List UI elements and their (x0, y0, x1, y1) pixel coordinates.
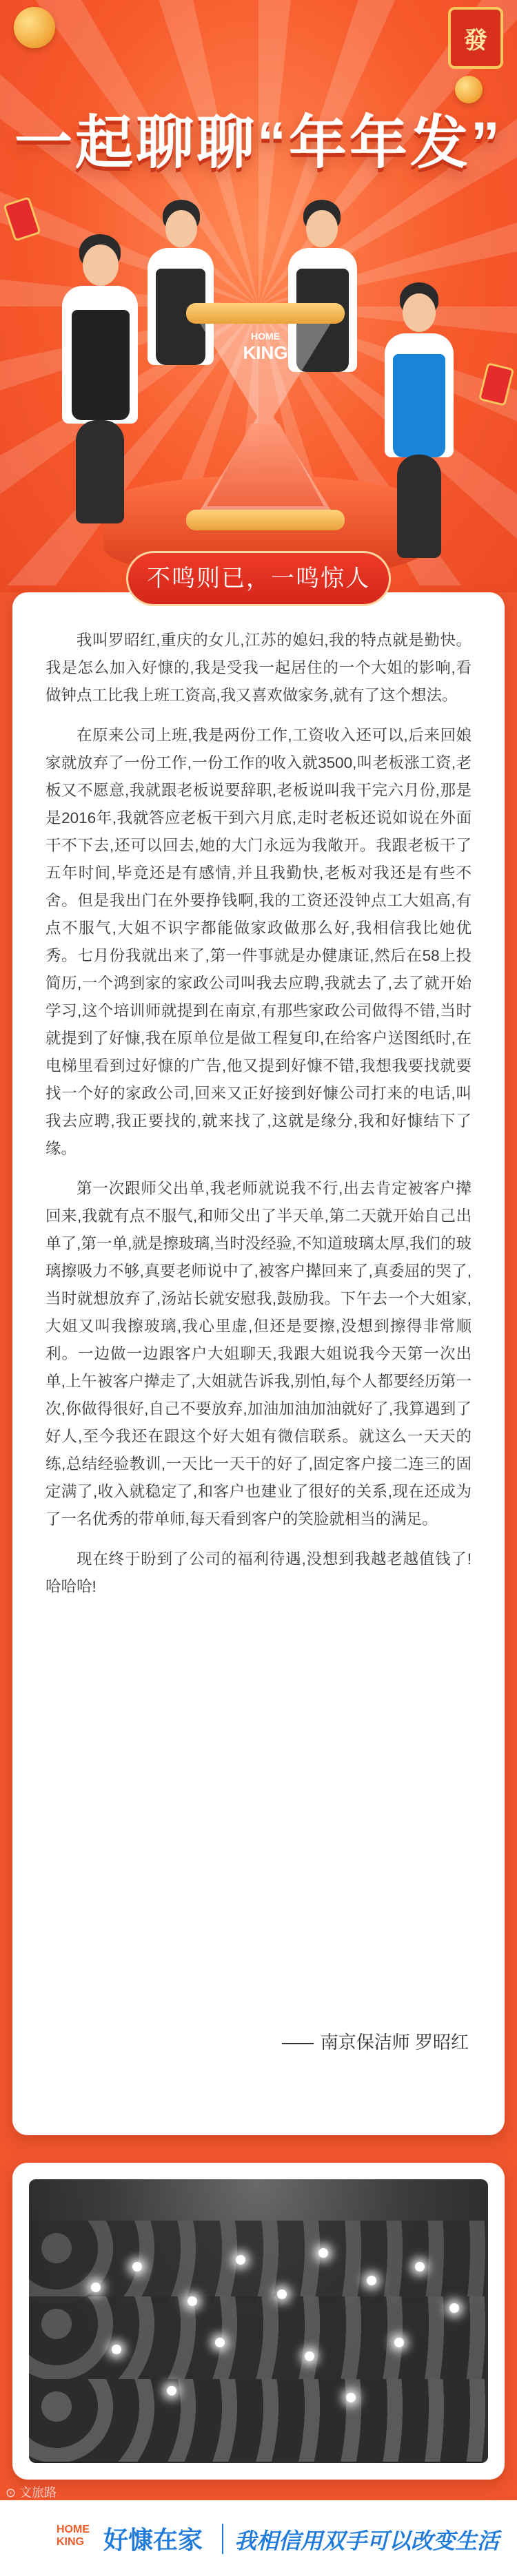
divider (222, 2524, 223, 2554)
story-paragraph: 在原来公司上班,我是两份工作,工资收入还可以,后来回娘家就放弃了一份工作,一份工作的收入就3500,叫老板涨工资,老板又不愿意,我就跟老板说要辞职,老板说叫我干完六月份,那是是2016年,我就答应老板干到六月底,走时老板还说如说在外面干不下去,还可以回去,她的大门永远为我敞开。我跟老板干了五年时间,毕竟还是有感情,并且我勤快,老板对我还是有些不舍。但是我出门在外要挣钱啊,我的工资还没钟点工大姐高,有点不服气,大姐不识字都能做家政做那么好,我相信我比她优秀。七月份我就出来了,第一件事就是办健康证,然后在58上投简历,一个鸿到家的家政公司叫我去应聘,我就去了,去了就开始学习,这个培训师就提到在南京,有那些家政公司做得不错,当时就提到了好慷,我在原单位是做工程复印,在给客户送图纸时,在电梯里看到过好慷的广告,他又提到好慷不错,我想我要找就要找一个好的家政公司,回来又正好接到好慷公司打来的电话,叫我去应聘,我正要找的,就来找了,这就是缘分,我和好慷结下了缘。 (45, 727, 472, 1157)
homeking-logo: HOME KING (243, 331, 288, 363)
story-paragraph: 第一次跟师父出单,我老师就说我不行,出去肯定被客户撵回来,我就有点不服气,和师父出了半天单,第二天就开始自己出单了,第一单,就是擦玻璃,当时没经验,不知道玻璃太厚,我们的玻璃擦吸力不够,真要老师说中了,被客户撵回来了,真委屈的哭了,当时就想放弃了,汤站长就安慰我,鼓励我。下午去一个大姐家,大姐又叫我擦玻璃,我心里虚,但还是要擦,没想到擦得非常顺利。一边做一边跟客户大姐聊天,我跟大姐说我今天第一次出单,上午被客户撵走了,大姐就告诉我,别怕,每个人都要经历第一次,你做得很好,自己不要放弃,加油加油加油就好了,我算遇到了好人,至今我还在跟这个好大姐有微信联系。就这么一天天的练,总结经验教训,一天比一天干的好了,固定客户接二连三的固定满了,收入就稳定了,和客户也建业了很好的关系,现在还成为了一名优秀的带单师,每天看到客户的笑脸就相当的满足。 (45, 1180, 472, 1528)
signature-text: 南京保洁师 罗昭红 (320, 2032, 469, 2053)
signature (282, 2028, 469, 2054)
story-paragraph: 现在终于盼到了公司的福利待遇,没想到我越老越值钱了!哈哈哈! (45, 1550, 472, 1595)
hero-title: 一起聊聊“年年发” (14, 110, 503, 175)
fa-seal-logo: 發 (448, 7, 503, 69)
brand-name: 好慷在家 (103, 2526, 203, 2554)
hero-banner (0, 0, 517, 592)
photo-card (12, 2163, 505, 2480)
cleaner-illustration (372, 269, 462, 565)
coin-icon (455, 76, 483, 103)
coin-icon (14, 7, 55, 48)
dash-line (282, 2043, 314, 2044)
homeking-logo: HOME KING (57, 2524, 90, 2548)
group-photo (29, 2179, 488, 2463)
subtitle-banner: 不鸣则已，一鸣惊人 (126, 551, 391, 606)
hourglass-illustration (186, 303, 345, 530)
watermark: ⊙ 文旅路 (6, 2486, 57, 2500)
story-paragraph: 我叫罗昭红,重庆的女儿,江苏的媳妇,我的特点就是勤快。我是怎么加入好慷的,我是受我一起居住的一个大姐的影响,看做钟点工比我上班工资高,我又喜欢做家务,就有了这个想法。 (45, 632, 472, 704)
slogan: 我相信用双手可以改变生活 (234, 2528, 500, 2553)
footer (0, 2500, 517, 2576)
story-text (45, 627, 472, 1613)
cleaner-illustration (48, 207, 152, 523)
story-card (12, 565, 505, 2135)
